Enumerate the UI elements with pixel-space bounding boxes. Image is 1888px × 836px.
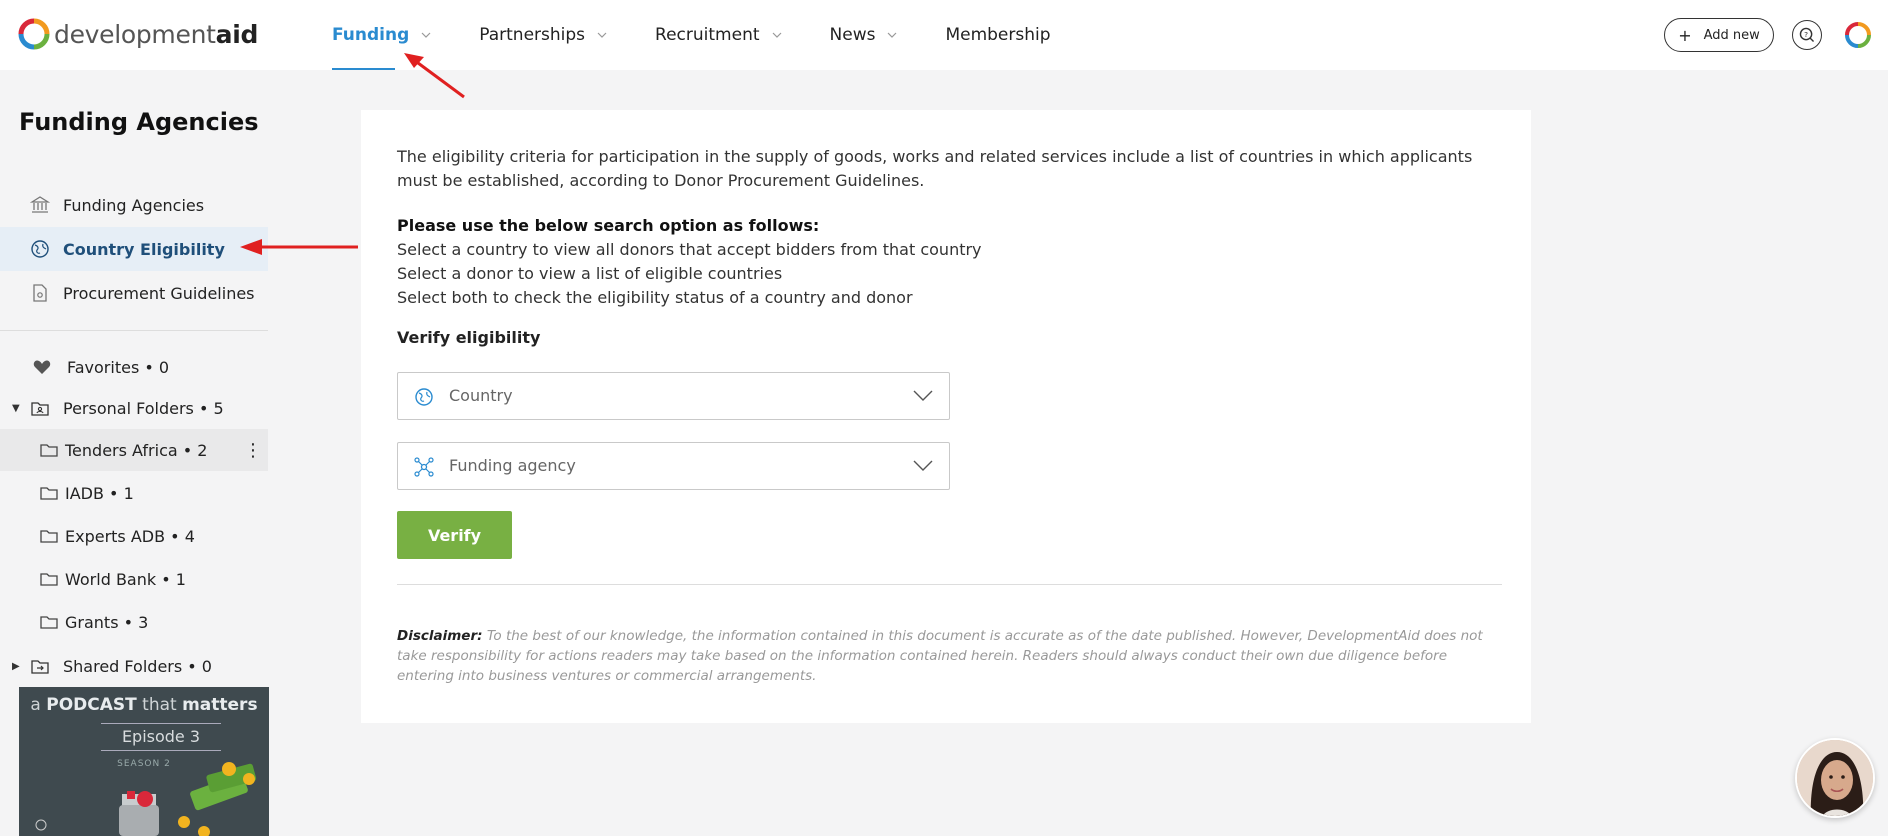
podcast-episode: Episode 3 [101,723,221,751]
podcast-season: SEASON 2 [117,759,171,769]
caret-right-icon[interactable]: ▶ [12,660,20,672]
assistant-face-image [1797,740,1875,818]
sidebar-item-procurement-guidelines[interactable]: Procurement Guidelines [0,271,268,315]
nav-partnerships[interactable]: Partnerships [479,0,607,70]
chevron-down-icon [597,30,607,40]
verify-eligibility-label: Verify eligibility [397,328,541,347]
sidebar-divider [0,330,268,331]
top-navigation-bar [0,0,1888,70]
chevron-down-icon [772,30,782,40]
main-nav [332,0,1099,70]
disclaimer-text: Disclaimer: To the best of our knowledge, the information contained in this document is accurate as of the date published. However, DevelopmentAid does not take responsibility for actions readers may take based on the information contained herein. Readers should always conduct their own due diligence before entering into business ventures or commercial arrangements. [397,628,1483,684]
sidebar-item-country-eligibility[interactable]: Country Eligibility [0,227,268,271]
folder-item[interactable]: Experts ADB • 4 [0,515,268,557]
heart-icon [32,357,52,377]
chevron-down-icon [887,30,897,40]
bank-icon [30,195,50,215]
globe-icon [30,239,50,259]
verify-button[interactable]: Verify [397,511,512,559]
plus-icon: + [1678,25,1692,45]
nav-funding[interactable]: Funding [332,0,431,70]
card-divider [397,584,1502,585]
folder-icon [39,440,59,460]
folder-icon [39,483,59,503]
svg-text:?: ? [1804,29,1809,39]
sidebar-item-funding-agencies[interactable]: Funding Agencies [0,183,268,227]
favorites-item[interactable]: Favorites • 0 [0,346,268,388]
profile-logo-icon[interactable] [1843,20,1873,50]
podcast-banner[interactable] [19,687,269,836]
logo-text: developmentaid [54,19,259,49]
developmentaid-logo[interactable] [18,18,258,50]
document-icon [30,283,50,303]
chevron-down-icon [421,30,431,40]
money-faucet-illustration [19,687,269,836]
logo-ring-icon [18,18,50,50]
intro-text: The eligibility criteria for participation in the supply of goods, works and related services include a list of countries in which applicants must be established, according to Donor Procurement Guidelines. [397,147,1473,190]
caret-down-icon[interactable]: ▼ [12,402,20,414]
personal-folders-item[interactable]: ▼ Personal Folders • 5 [12,398,224,418]
shared-folder-icon [30,656,50,676]
sidebar-title: Funding Agencies [19,108,259,136]
nav-recruitment[interactable]: Recruitment [655,0,781,70]
network-icon [414,457,434,477]
add-new-button[interactable]: + Add new [1664,18,1774,52]
shared-folders-item[interactable]: ▶ Shared Folders • 0 [12,656,212,676]
chevron-down-icon [913,460,933,472]
nav-membership[interactable]: Membership [945,25,1051,45]
chevron-down-icon [913,390,933,402]
help-search-icon[interactable] [1792,20,1822,50]
nav-news[interactable]: News [830,0,898,70]
eligibility-card [361,110,1531,723]
globe-icon [414,387,434,407]
folder-icon [39,526,59,546]
folder-icon [39,612,59,632]
folder-item[interactable]: Tenders Africa • 2 ⋮ [0,429,268,471]
folder-item[interactable]: World Bank • 1 [0,558,268,600]
personal-folder-icon [30,398,50,418]
chat-assistant-avatar[interactable] [1795,738,1875,818]
folder-item[interactable]: Grants • 3 [0,601,268,643]
howto-text: Please use the below search option as follows: Select a country to view all donors that accept bidders from that country Select a donor to view a list of eligible countries Select both to check the eligibility status of a country and donor [397,216,982,307]
more-options-icon[interactable]: ⋮ [244,439,262,461]
podcast-headline: a PODCAST that matters [30,695,258,715]
country-select[interactable]: Country [397,372,950,420]
folder-icon [39,569,59,589]
funding-agency-select[interactable]: Funding agency [397,442,950,490]
folder-item[interactable]: IADB • 1 [0,472,268,514]
